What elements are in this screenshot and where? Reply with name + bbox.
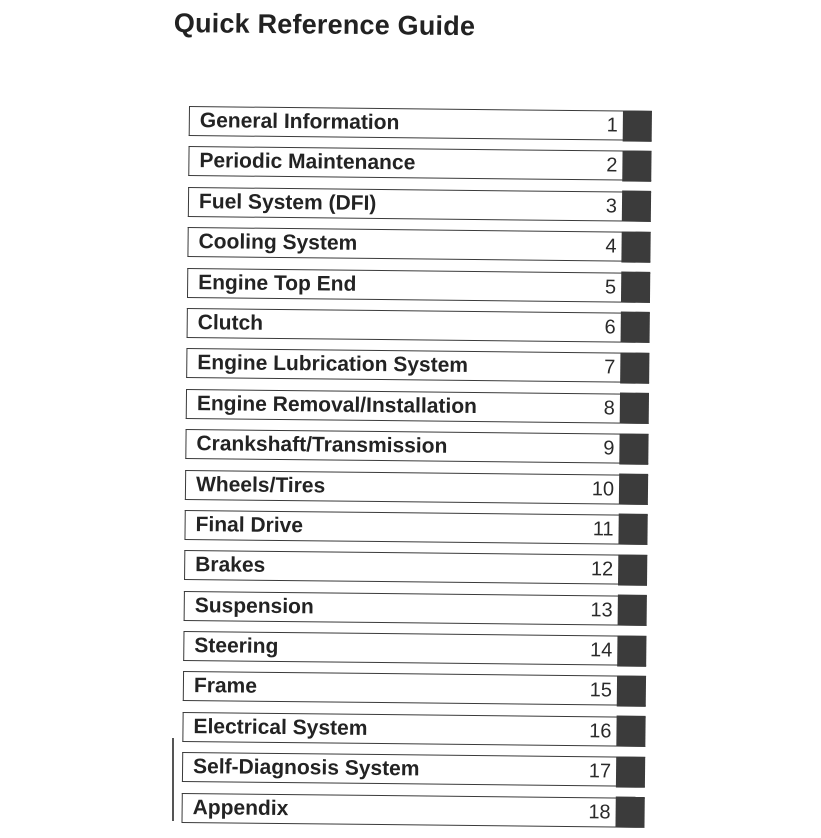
section-number: 12 [590,558,614,581]
section-label: Fuel System (DFI) [198,189,377,215]
section-row[interactable] [187,308,650,343]
section-label: Appendix [192,795,289,820]
section-thumb-tab[interactable] [622,191,651,222]
section-thumb-tab[interactable] [618,554,647,585]
section-label: Periodic Maintenance [199,149,416,175]
section-thumb-tab[interactable] [618,514,647,545]
section-row[interactable] [187,227,650,262]
section-thumb-tab[interactable] [616,716,645,747]
section-row[interactable] [183,631,646,666]
section-label: Self-Diagnosis System [192,755,420,781]
section-row[interactable] [185,469,648,504]
section-label: Engine Lubrication System [197,351,469,378]
section-thumb-tab[interactable] [620,352,649,383]
section-number: 7 [604,356,616,379]
section-row[interactable] [189,106,652,141]
section-number: 10 [591,477,615,500]
section-number: 3 [605,195,618,218]
section-row[interactable] [186,389,649,424]
section-label: Brakes [195,553,266,578]
section-thumb-tab[interactable] [622,150,651,181]
section-label: Clutch [197,311,264,335]
section-label: Steering [194,634,279,659]
section-row[interactable] [185,429,648,464]
section-number: 5 [604,275,617,299]
section-number: 18 [588,800,611,824]
section-label: Engine Top End [198,270,357,296]
section-row[interactable] [182,752,645,787]
section-label: General Information [199,109,400,135]
section-thumb-tab[interactable] [623,110,652,141]
section-thumb-tab[interactable] [621,312,650,343]
section-number: 4 [605,235,617,258]
section-thumb-tab[interactable] [620,393,649,424]
section-label: Suspension [194,593,314,619]
section-thumb-tab[interactable] [621,231,650,262]
section-number: 11 [592,518,614,541]
section-row[interactable] [184,550,647,585]
section-row[interactable] [187,268,650,303]
section-number: 9 [603,437,615,460]
section-row[interactable] [183,671,646,706]
section-number: 16 [589,720,612,743]
section-thumb-tab[interactable] [617,635,646,666]
section-number: 14 [589,639,613,662]
section-thumb-tab[interactable] [621,272,650,303]
section-number: 8 [603,397,615,420]
section-label: Wheels/Tires [195,472,326,497]
page-title: Quick Reference Guide [173,8,476,42]
section-index [181,106,652,838]
section-row[interactable] [188,187,651,222]
section-row[interactable] [184,591,647,626]
section-number: 1 [606,114,618,137]
section-row[interactable] [181,793,644,828]
section-thumb-tab[interactable] [619,433,648,464]
section-row[interactable] [188,146,651,181]
section-thumb-tab[interactable] [616,756,645,787]
section-label: Electrical System [193,714,368,740]
section-thumb-tab[interactable] [618,595,647,626]
section-label: Engine Removal/Installation [196,391,478,418]
section-row[interactable] [182,712,645,747]
section-thumb-tab[interactable] [617,675,646,706]
section-label: Crankshaft/Transmission [196,432,448,458]
section-thumb-tab[interactable] [615,797,644,828]
section-row[interactable] [186,348,649,383]
section-number: 15 [589,679,613,702]
section-number: 6 [604,316,616,339]
section-row[interactable] [184,510,647,545]
section-label: Cooling System [198,230,358,255]
section-label: Final Drive [195,512,304,538]
section-thumb-tab[interactable] [619,474,648,505]
section-label: Frame [193,674,258,699]
margin-line [172,738,174,821]
section-number: 2 [606,154,618,177]
section-number: 17 [588,760,612,783]
section-number: 13 [590,598,613,622]
